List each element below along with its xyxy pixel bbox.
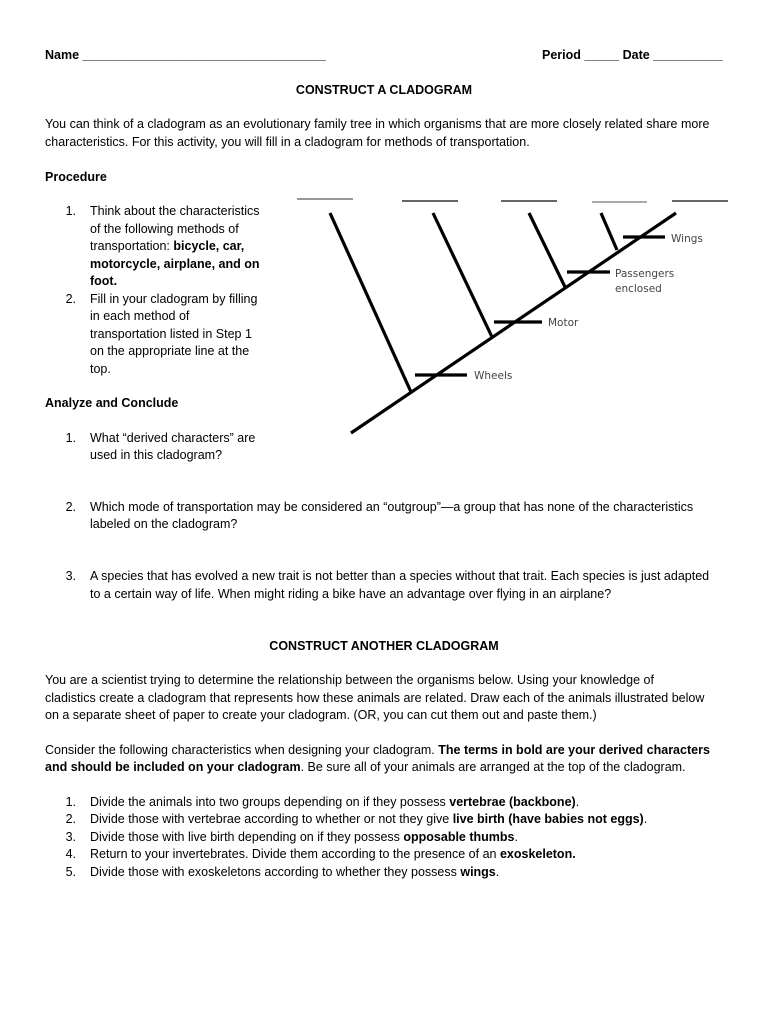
list-number: 2. [65,812,76,826]
step-1-bold-line: foot. [90,274,118,288]
para2-bold: and should be included on your cladogram [45,760,301,774]
list-item-post: . [575,794,580,809]
para1-line: You are a scientist trying to determine the relationship between the organisms below. Using your knowledge of [45,673,654,687]
list-item [90,846,576,864]
list-number: 3. [65,829,76,844]
step-1-bold-line: motorcycle, airplane, and on [90,256,260,271]
step-2-line: top. [90,361,111,376]
step-2-line: on the appropriate line at the [90,344,250,358]
step-2-line: in each method of [90,309,190,323]
question-3-line: to a certain way of life. When might riding a bike have an advantage over flying in an airplane? [90,586,612,601]
step-number: 2. [65,291,76,306]
cladogram-branch [601,213,617,250]
question-3-line: A species that has evolved a new trait is not better than a species without that trait. Each species is just adapted [90,569,710,583]
cladogram-branch [433,213,492,337]
list-item-post: . [495,864,500,879]
question-1-line: used in this cladogram? [90,448,223,462]
list-item [90,794,579,812]
intro-line-2: characteristics. For this activity, you will fill in a cladogram for methods of transportation. [45,134,530,149]
cladogram-branch [529,213,566,289]
list-number: 4. [65,847,76,861]
list-item-text: Divide those with live birth depending on if they possess [90,829,404,844]
intro-line-1: You can think of a cladogram as an evolutionary family tree in which organisms that are more closely related share more [45,117,710,131]
para2-text: Consider the following characteristics when designing your cladogram. [45,742,439,757]
trait-label-wings: Wings [671,233,703,245]
para2-line [45,742,710,760]
para2-bold: The terms in bold are your derived characters [438,742,710,757]
section-title-2: CONSTRUCT ANOTHER CLADOGRAM [269,639,499,653]
section-title-1: CONSTRUCT A CLADOGRAM [295,83,473,97]
para1-line: cladistics create a cladogram that represents how these animals are related. Draw each of the animals illustrated below [45,690,705,705]
question-number: 2. [65,499,76,514]
list-item-post: . [643,812,648,826]
list-item-bold: wings [460,864,496,879]
step-1-line: of the following methods of [90,221,239,236]
period-date-field[interactable]: Period _____ Date __________ [542,48,723,62]
step-1-line: Think about the characteristics [90,204,260,218]
list-item-text: Divide the animals into two groups depending on if they possess [90,794,450,809]
step-1-bold: bicycle, car, [173,239,245,253]
list-number: 1. [65,794,76,809]
trait-label-motor: Motor [548,317,579,329]
list-item-text: Return to your invertebrates. Divide them according to the presence of an [90,847,500,861]
trait-label-wheels: Wheels [474,370,513,382]
analyze-heading: Analyze and Conclude [45,396,179,410]
para2-line [45,759,686,777]
para1-line: on a separate sheet of paper to create your cladogram. (OR, you can cut them out and paste them.) [45,708,597,722]
step-number: 1. [65,204,76,218]
list-item [90,829,518,847]
question-number: 3. [65,569,76,583]
question-number: 1. [65,430,76,445]
name-field[interactable]: Name ___________________________________ [45,48,326,62]
cladogram-figure [0,0,768,460]
list-item-post: . [514,829,518,844]
question-2-line: Which mode of transportation may be considered an “outgroup”—a group that has none of the characteristics [90,499,694,514]
list-number: 5. [65,864,76,879]
procedure-heading: Procedure [45,169,107,184]
question-1-line: What “derived characters” are [90,430,256,445]
list-item-bold: vertebrae (backbone) [449,794,576,809]
list-item [90,811,647,829]
para2-text: . Be sure all of your animals are arranged at the top of the cladogram. [300,760,686,774]
step-2-line: Fill in your cladogram by filling [90,291,258,306]
cladogram-branch [330,213,411,392]
step-1-text: transportation: [90,239,174,253]
list-item-bold: opposable thumbs [403,829,515,844]
trait-label-enclosed: enclosed [615,283,662,295]
list-item [90,864,499,882]
list-item-bold: exoskeleton. [499,847,576,861]
trait-label-passengers: Passengers [615,268,675,280]
list-item-text: Divide those with exoskeletons according to whether they possess [90,864,461,879]
list-item-text: Divide those with vertebrae according to whether or not they give [90,812,453,826]
question-2-line: labeled on the cladogram? [90,517,238,531]
step-2-line: transportation listed in Step 1 [90,326,252,341]
list-item-bold: live birth (have babies not eggs) [452,812,644,826]
